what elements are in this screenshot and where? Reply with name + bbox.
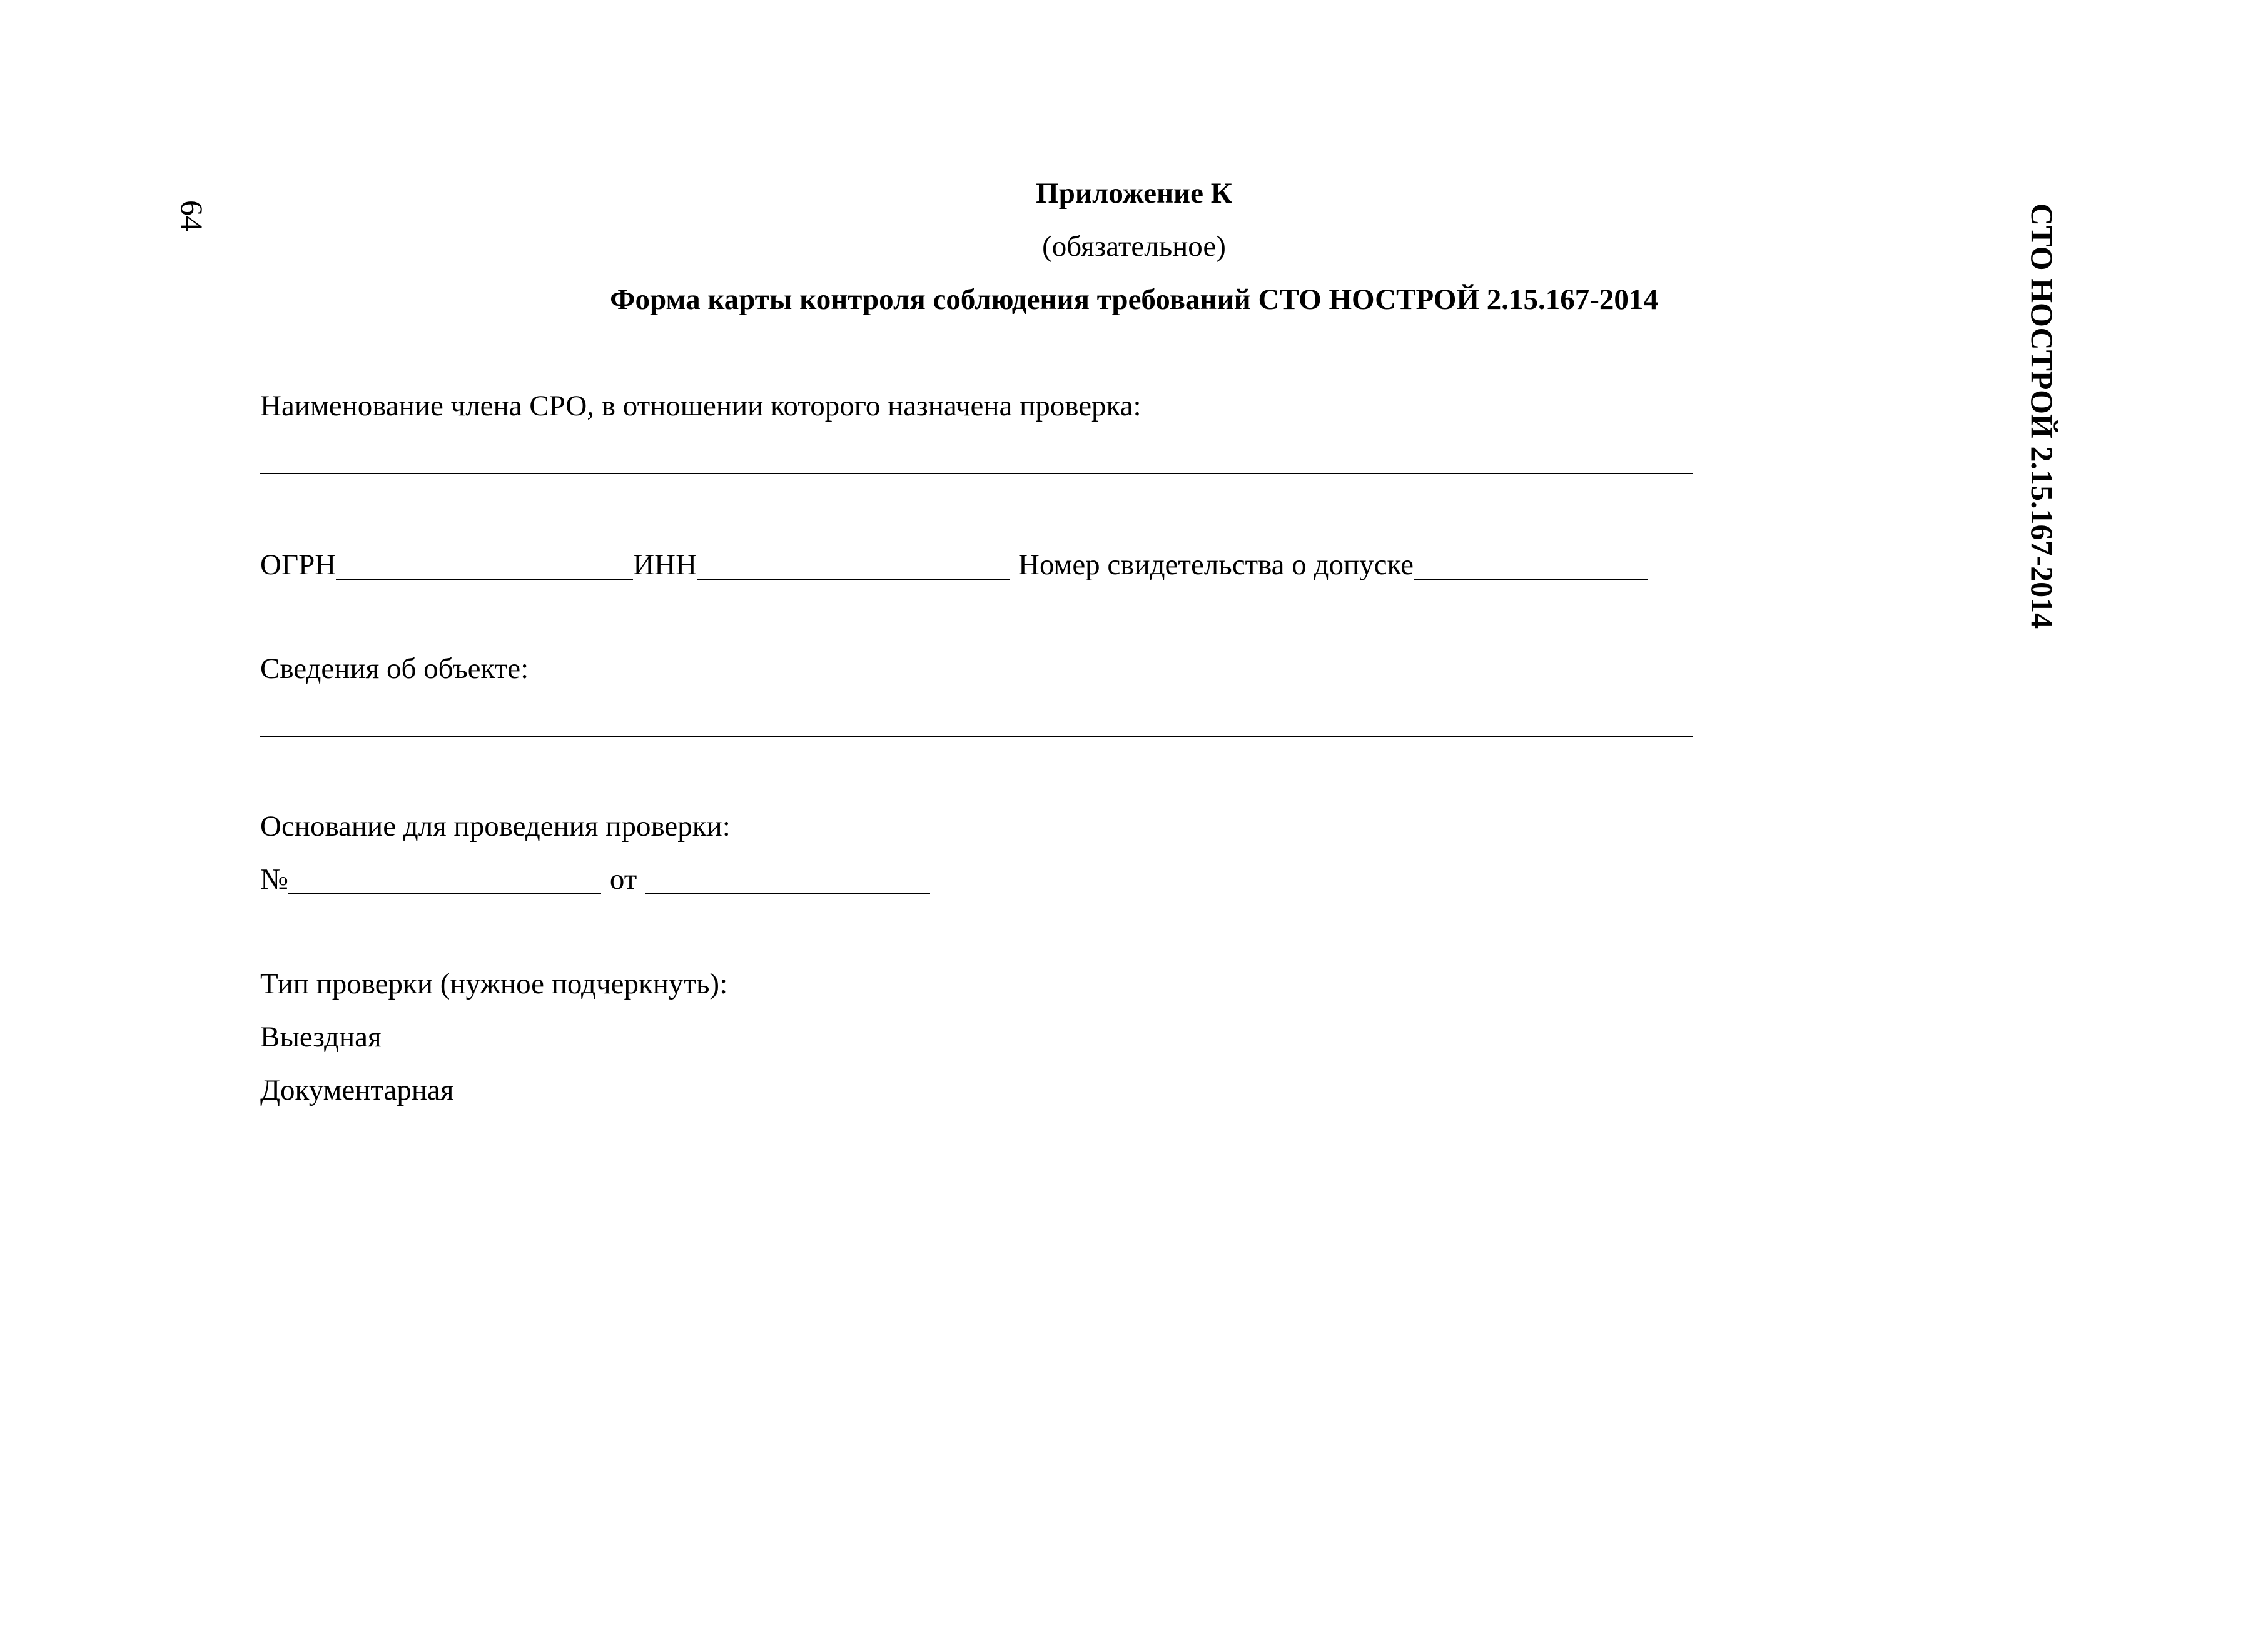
- member-name-field[interactable]: [260, 473, 1693, 474]
- basis-row: [260, 865, 930, 894]
- object-info-label: Сведения об объекте:: [260, 652, 529, 685]
- member-name-label: Наименование члена СРО, в отношении которого назначена проверка:: [260, 390, 1142, 422]
- from-label: от: [609, 863, 637, 896]
- inn-label: ИНН: [633, 549, 697, 581]
- basis-date-field[interactable]: [645, 867, 930, 894]
- certificate-field[interactable]: [1414, 552, 1648, 580]
- certificate-label: Номер свидетельства о допуске: [1018, 549, 1414, 581]
- ogrn-field[interactable]: [336, 552, 633, 580]
- check-type-label: Тип проверки (нужное подчеркнуть):: [260, 968, 728, 1000]
- appendix-title: Приложение К: [1036, 177, 1232, 210]
- form-title: Форма карты контроля соблюдения требований СТО НОСТРОЙ 2.15.167-2014: [610, 283, 1658, 316]
- check-type-option-onsite[interactable]: Выездная: [260, 1021, 382, 1053]
- number-sign: №: [260, 863, 288, 896]
- page-number: 64: [175, 200, 210, 231]
- basis-number-field[interactable]: [288, 867, 601, 894]
- check-type-option-documentary[interactable]: Документарная: [260, 1074, 454, 1106]
- side-document-code: СТО НОСТРОЙ 2.15.167-2014: [2025, 203, 2060, 629]
- inn-field[interactable]: [697, 552, 1010, 580]
- ids-row: [260, 550, 1648, 580]
- ogrn-label: ОГРН: [260, 549, 337, 581]
- appendix-note: (обязательное): [1042, 230, 1226, 263]
- basis-label: Основание для проведения проверки:: [260, 810, 731, 843]
- object-info-field[interactable]: [260, 736, 1693, 737]
